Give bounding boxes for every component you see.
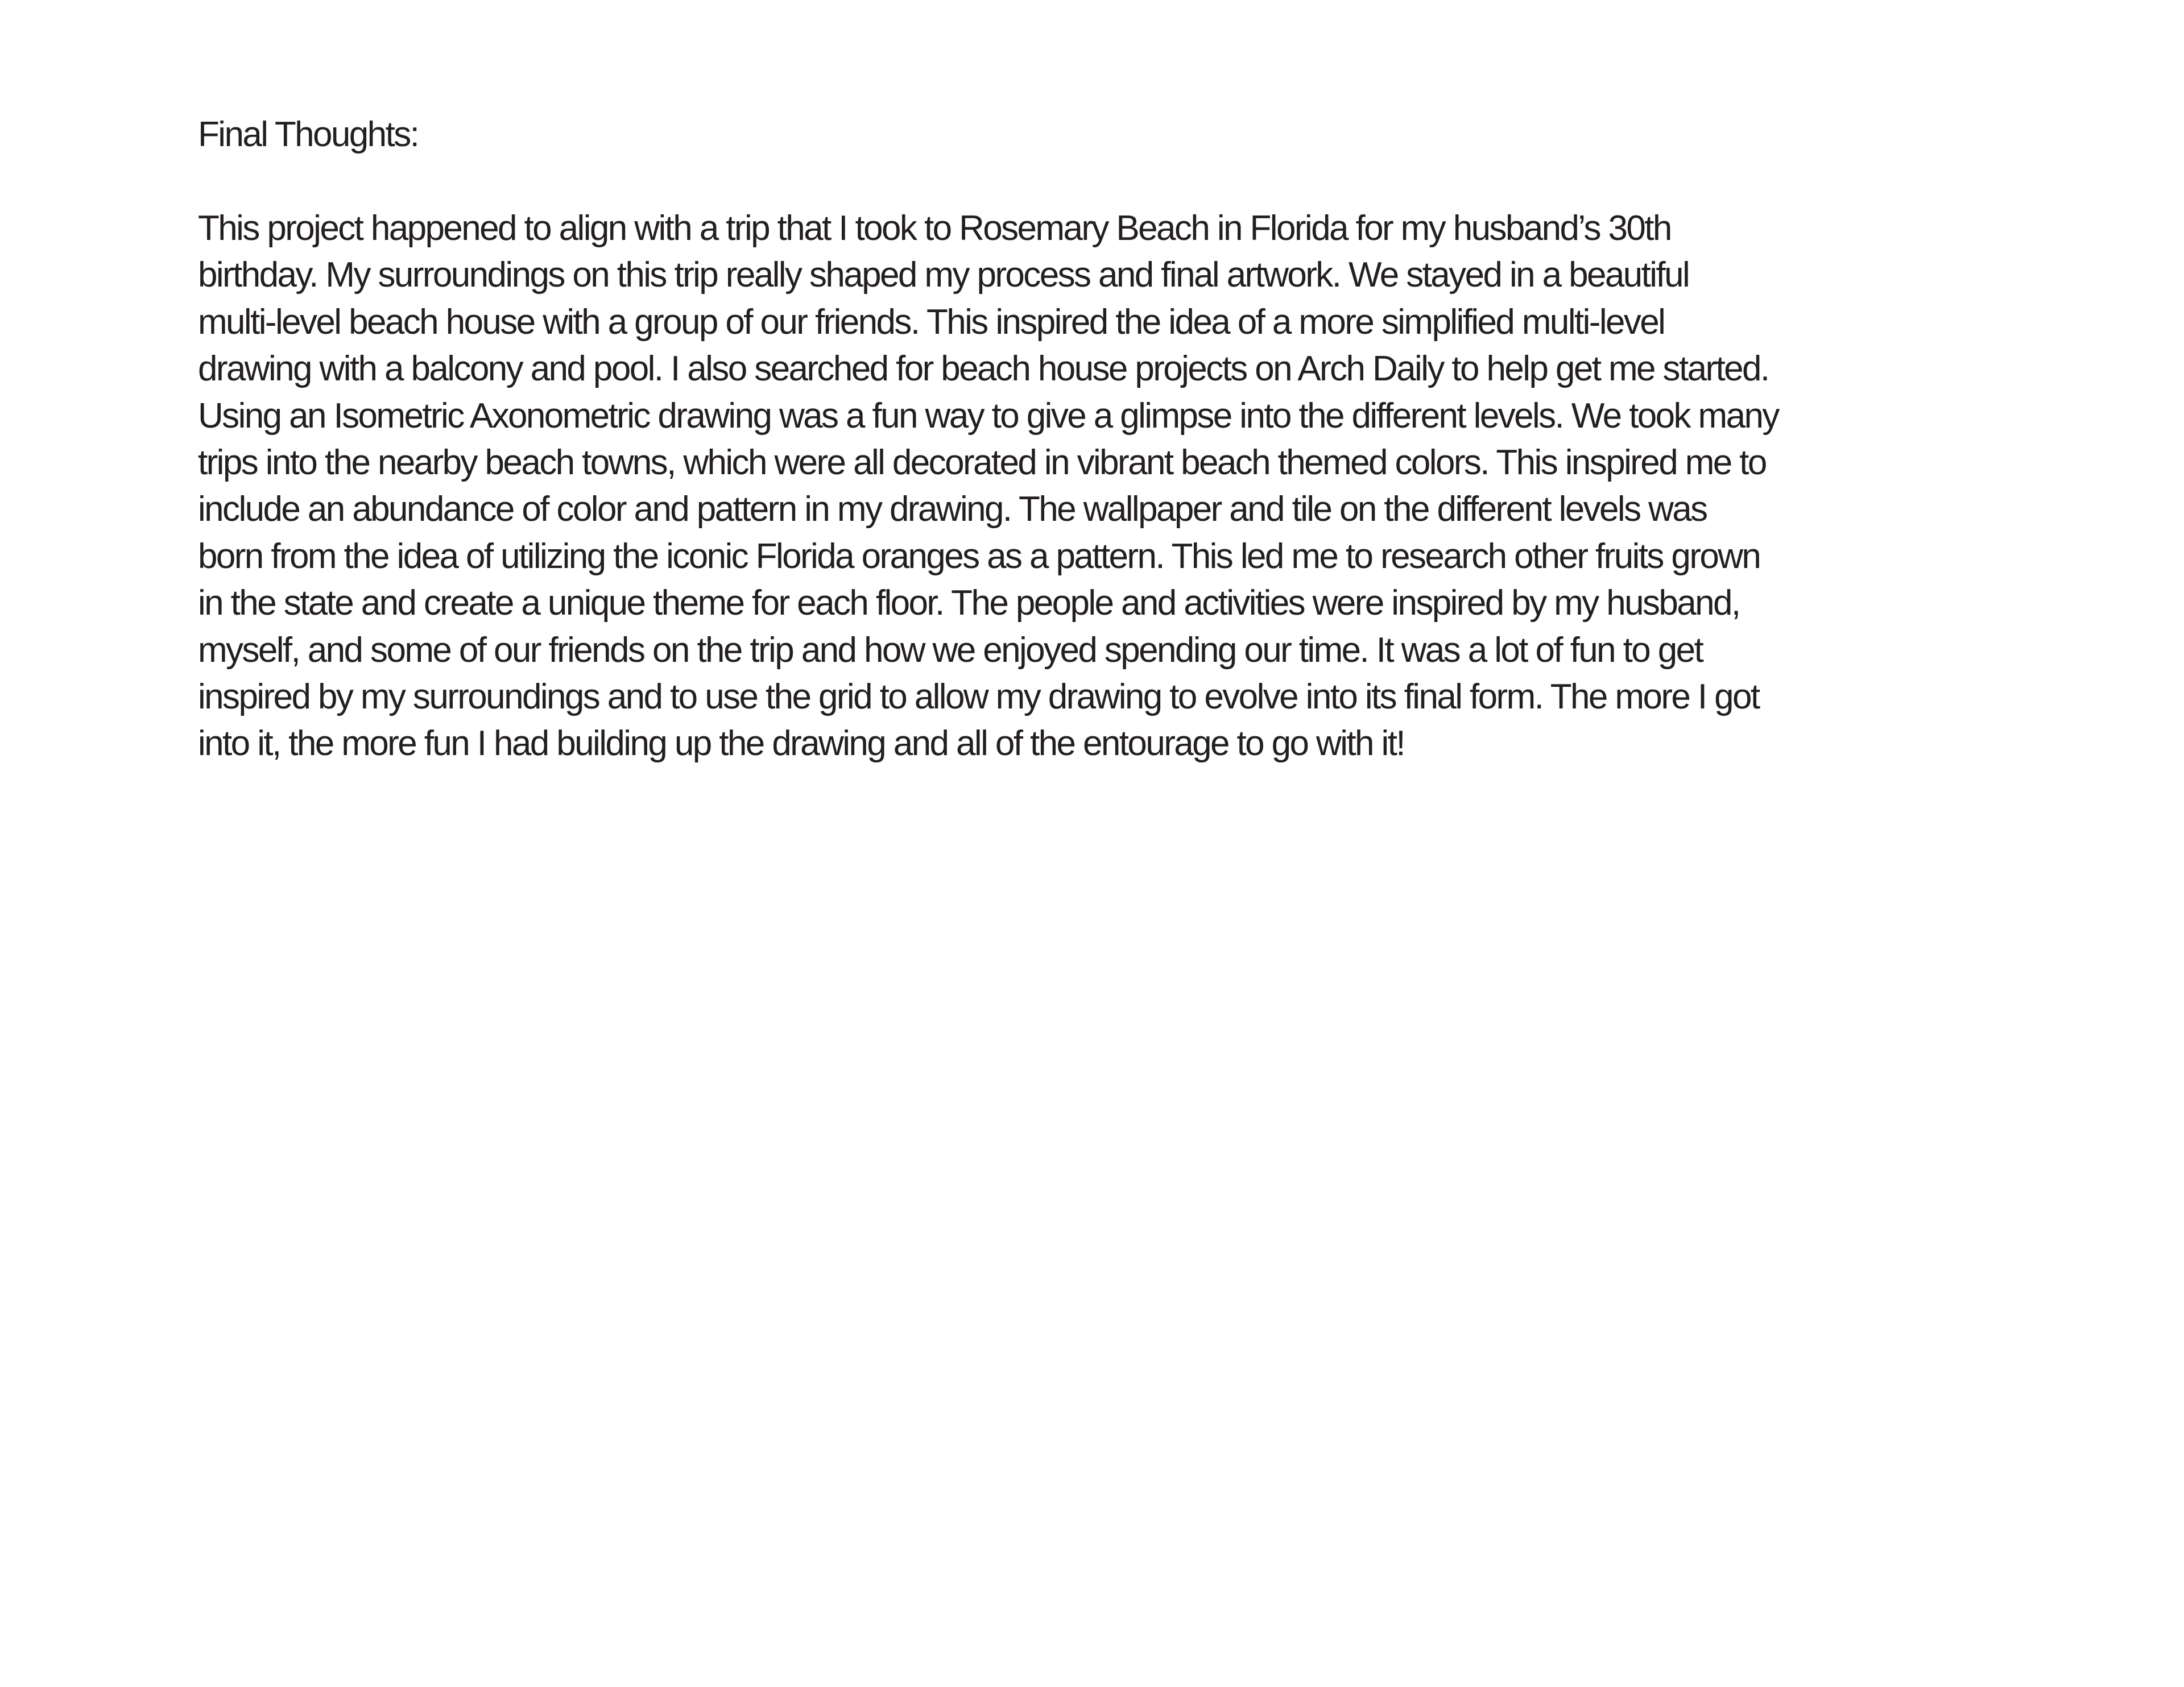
paragraph-line: birthday. My surroundings on this trip really shaped my process and final artwork. We stayed in a beautiful: [198, 255, 1689, 295]
paragraph-line: in the state and create a unique theme for each floor. The people and activities were inspired by my husband,: [198, 583, 1740, 623]
section-heading: Final Thoughts:: [198, 115, 419, 154]
paragraph-line: myself, and some of our friends on the trip and how we enjoyed spending our time. It was a lot of fun to get: [198, 630, 1703, 670]
paragraph-line: into it, the more fun I had building up the drawing and all of the entourage to go with it!: [198, 724, 1404, 764]
paragraph-line: Using an Isometric Axonometric drawing was a fun way to give a glimpse into the different levels. We took many: [198, 396, 1778, 436]
paragraph-line: trips into the nearby beach towns, which were all decorated in vibrant beach themed colors. This inspired me to: [198, 442, 1766, 482]
paragraph-line: This project happened to align with a trip that I took to Rosemary Beach in Florida for my husband’s 30th: [198, 209, 1671, 248]
paragraph-line: include an abundance of color and pattern in my drawing. The wallpaper and tile on the different levels was: [198, 490, 1707, 529]
paragraph-line: born from the idea of utilizing the iconic Florida oranges as a pattern. This led me to research other fruits grown: [198, 536, 1760, 576]
body-paragraph: [198, 205, 2075, 768]
paragraph-line: inspired by my surroundings and to use the grid to allow my drawing to evolve into its final form. The more I got: [198, 677, 1759, 716]
paragraph-line: multi-level beach house with a group of our friends. This inspired the idea of a more simplified multi-level: [198, 302, 1665, 342]
paragraph-line: drawing with a balcony and pool. I also searched for beach house projects on Arch Daily to help get me started.: [198, 349, 1769, 389]
